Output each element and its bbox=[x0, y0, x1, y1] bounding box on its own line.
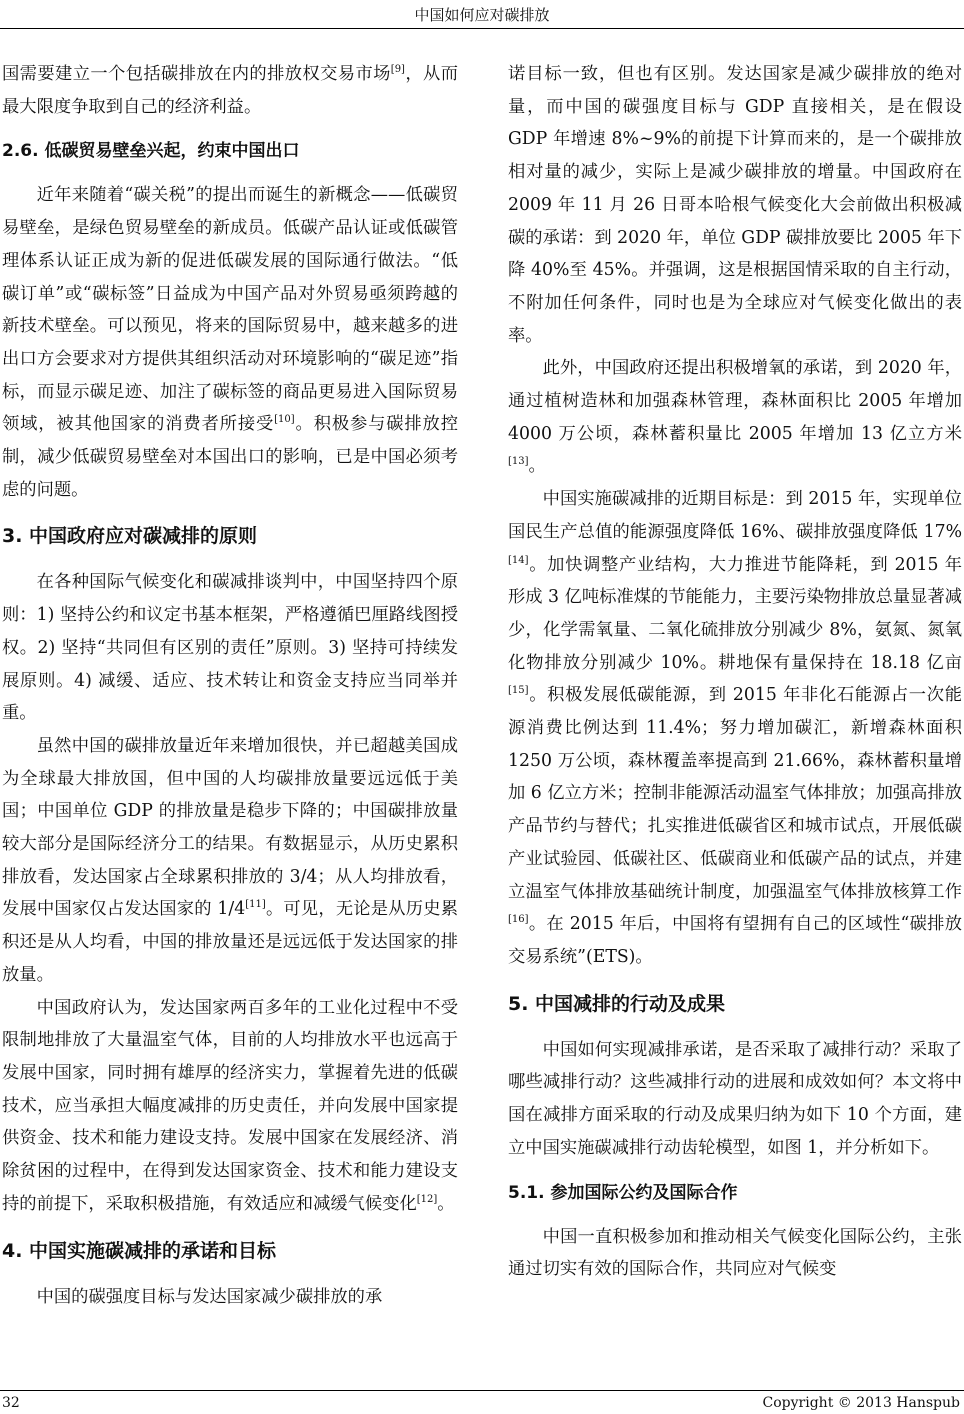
copyright-notice: Copyright © 2013 Hanspub bbox=[762, 1395, 960, 1411]
citation[interactable]: [15] bbox=[508, 685, 529, 697]
paragraph: 此外，中国政府还提出积极增氧的承诺，到 2020 年，通过植树造林和加强森林管理，森林面积比 2005 年增加 4000 万公顷，森林蓄积量比 2005 年增加 13 亿立方米[13]。 bbox=[508, 358, 962, 477]
paragraph: 诺目标一致，但也有区别。发达国家是减少碳排放的绝对量，而中国的碳强度目标与 GDP 直接相关，是在假设 GDP 年增速 8%~9%的前提下计算而来的，是一个碳排放相对量的减少，实际上是减少碳排放的增量。中国政府在 2009 年 11 月 26 日哥本哈根气候变化大会前做出积极减碳的承诺：到 2020 年，单位 GDP 碳排放要比 2005 年下降 40%至 45%。并强调，这是根据国情采取的自主行动，不附加任何条件，同时也是为全球应对气候变化做出的表率。 bbox=[508, 64, 962, 346]
citation[interactable]: [14] bbox=[508, 554, 529, 566]
footer-rule bbox=[0, 1390, 964, 1391]
running-header: 中国如何应对碳排放 bbox=[414, 6, 550, 24]
right-column bbox=[508, 58, 962, 1286]
paragraph: 虽然中国的碳排放量近年来增加很快，并已超越美国成为全球最大排放国，但中国的人均碳排放量要远远低于美国；中国单位 GDP 的排放量是稳步下降的；中国碳排放量较大部分是国际经济分工的结果。有数据显示，从历史累积排放看，发达国家占全球累积排放的 3/4；从人均排放看，发展中国家仅占发达国家的 1/4[11]。可见，无论是从历史累积还是从人均看，中国的排放量还是远远低于发达国家的排放量。 bbox=[2, 735, 458, 985]
section-heading-4: 4. 中国实施碳减排的承诺和目标 bbox=[2, 1239, 277, 1262]
header-rule bbox=[0, 28, 964, 29]
paragraph: 近年来随着“碳关税”的提出而诞生的新概念——低碳贸易壁垒，是绿色贸易壁垒的新成员。低碳产品认证或低碳管理体系认证正成为新的促进低碳发展的国际通行做法。“低碳订单”或“碳标签”日益成为中国产品对外贸易亟须跨越的新技术壁垒。可以预见，将来的国际贸易中，越来越多的进出口方会要求对方提供其组织活动对环境影响的“碳足迹”指标，而显示碳足迹、加注了碳标签的商品更易进入国际贸易领域，被其他国家的消费者所接受[10]。积极参与碳排放控制，减少低碳贸易壁垒对本国出口的影响，已是中国必须考虑的问题。 bbox=[2, 185, 458, 500]
citation[interactable]: [12] bbox=[416, 1193, 438, 1205]
citation[interactable]: [16] bbox=[508, 914, 529, 926]
paragraph: 中国的碳强度目标与发达国家减少碳排放的承 bbox=[36, 1286, 383, 1307]
left-column bbox=[2, 58, 458, 1313]
section-heading-3: 3. 中国政府应对碳减排的原则 bbox=[2, 525, 258, 548]
page-number: 32 bbox=[2, 1395, 20, 1411]
section-heading-5: 5. 中国减排的行动及成果 bbox=[508, 992, 726, 1015]
paragraph: 中国实施碳减排的近期目标是：到 2015 年，实现单位国民生产总值的能源强度降低 16%、碳排放强度降低 17%[14]。加快调整产业结构，大力推进节能降耗，到 2015 年形成 3 亿吨标准煤的节能能力，主要污染物排放总量显著减少，化学需氧量、二氧化硫排放分别减少 8%，氨氮、氮氧化物排放分别减少 10%。耕地保有量保持在 18.18 亿亩[15]。积极发展低碳能源，到 2015 年非化石能源占一次能源消费比例达到 11.4%；努力增加碳汇，新增森林面积 1250 万公顷，森林覆盖率提高到 21.66%，森林蓄积量增加 6 亿立方米；控制非能源活动温室气体排放；加强高排放产品节约与替代；扎实推进低碳省区和城市试点，开展低碳产业试验园、低碳社区、低碳商业和低碳产品的试点，并建立温室气体排放基础统计制度，加强温室气体排放核算工作[16]。在 2015 年后，中国将有望拥有自己的区域性“碳排放交易系统”(ETS)。 bbox=[508, 489, 963, 967]
paragraph: 中国一直积极参加和推动相关气候变化国际公约，主张通过切实有效的国际合作，共同应对气候变 bbox=[508, 1226, 962, 1280]
section-heading-2-6: 2.6. 低碳贸易壁垒兴起，约束中国出口 bbox=[2, 141, 300, 162]
citation[interactable]: [9] bbox=[390, 64, 405, 75]
section-heading-5-1: 5.1. 参加国际公约及国际合作 bbox=[508, 1182, 738, 1203]
paragraph: 中国政府认为，发达国家两百多年的工业化过程中不受限制地排放了大量温室气体，目前的人均排放水平也远高于发展中国家，同时拥有雄厚的经济实力，掌握着先进的低碳技术，应当承担大幅度减排的历史责任，并向发展中国家提供资金、技术和能力建设支持。发展中国家在发展经济、消除贫困的过程中，在得到发达国家资金、技术和能力建设支持的前提下，采取积极措施，有效适应和减缓气候变化[12]。 bbox=[2, 997, 458, 1214]
paragraph: 国需要建立一个包括碳排放在内的排放权交易市场[9]，从而最大限度争取到自己的经济利益。 bbox=[2, 64, 458, 117]
citation[interactable]: [13] bbox=[508, 456, 529, 468]
paragraph: 在各种国际气候变化和碳减排谈判中，中国坚持四个原则：1) 坚持公约和议定书基本框架，严格遵循巴厘路线图授权。2) 坚持“共同但有区别的责任”原则。3) 坚持可持续发展原则。4) 减缓、适应、技术转让和资金支持应当同举并重。 bbox=[2, 572, 458, 724]
citation[interactable]: [11] bbox=[245, 899, 266, 911]
citation[interactable]: [10] bbox=[274, 414, 295, 426]
paragraph: 中国如何实现减排承诺，是否采取了减排行动？采取了哪些减排行动？这些减排行动的进展和成效如何？本文将中国在减排方面采取的行动及成果归纳为如下 10 个方面，建立中国实施碳减排行动齿轮模型，如图 1，并分析如下。 bbox=[508, 1039, 962, 1158]
